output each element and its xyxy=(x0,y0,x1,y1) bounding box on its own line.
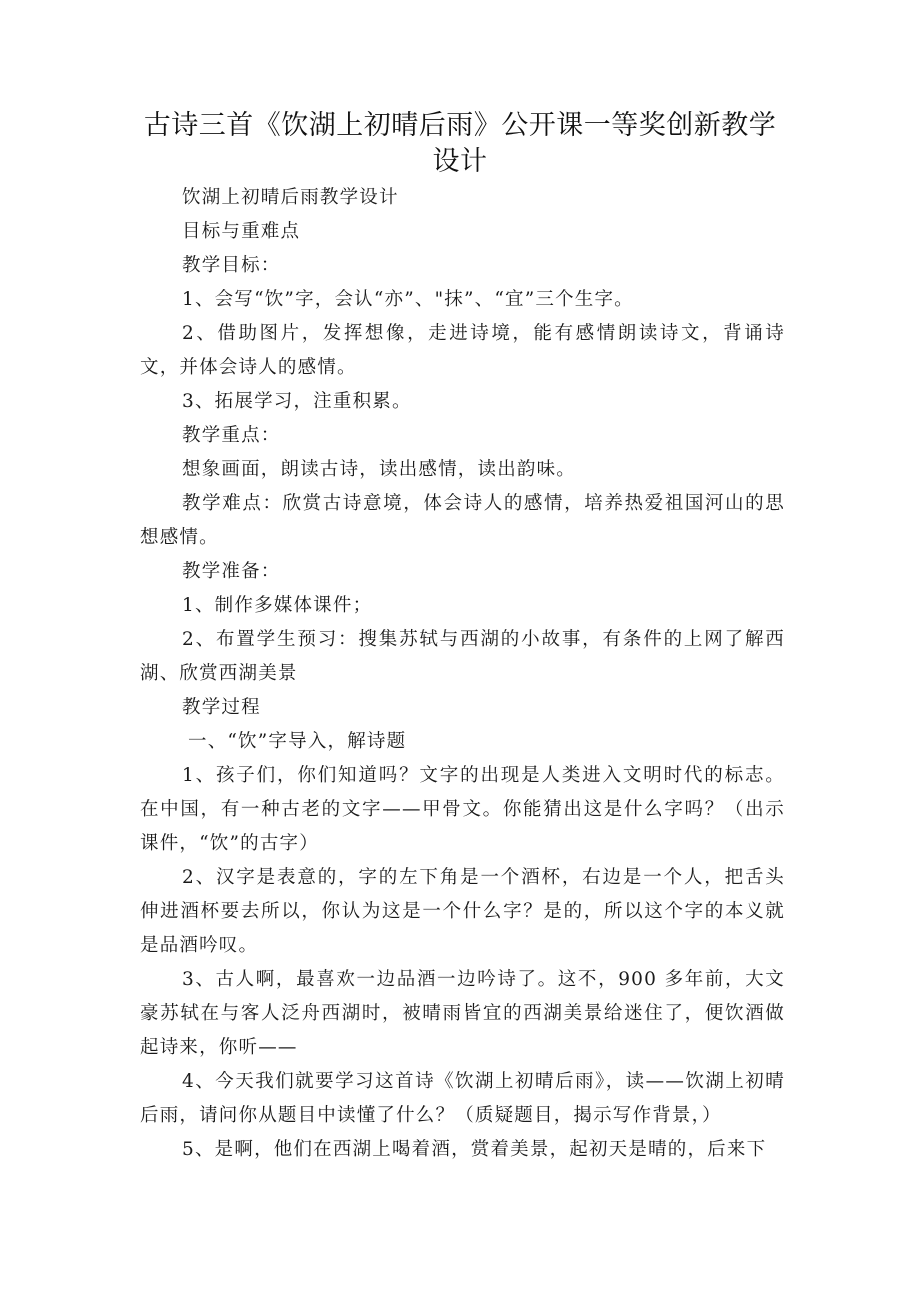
paragraph-process-heading: 教学过程 xyxy=(182,697,261,718)
paragraph-section-1-heading: 一、“饮”字导入，解诗题 xyxy=(188,731,407,752)
paragraph-preparation-1: 1、制作多媒体课件； xyxy=(182,595,373,616)
paragraph-goal-1: 1、会写“饮”字，会认“亦”、"抹”、“宜”三个生字。 xyxy=(182,289,634,310)
paragraph-goal-3: 3、拓展学习，注重积累。 xyxy=(182,391,412,412)
paragraph-key-points-heading: 教学重点： xyxy=(182,425,281,446)
paragraph-step-4: 4、今天我们就要学习这首诗《饮湖上初晴后雨》，读——饮湖上初晴后雨，请问你从题目中读懂了什么？（质疑题目，揭示写作背景，） xyxy=(140,1071,785,1126)
paragraph-goals-heading: 目标与重难点 xyxy=(182,221,301,242)
paragraph-difficulties: 教学难点：欣赏古诗意境，体会诗人的感情，培养热爱祖国河山的思想感情。 xyxy=(140,493,785,548)
paragraph-preparation-2: 2、布置学生预习：搜集苏轼与西湖的小故事，有条件的上网了解西湖、欣赏西湖美景 xyxy=(140,629,785,684)
paragraph-key-points: 想象画面，朗读古诗，读出感情，读出韵味。 xyxy=(182,459,577,480)
paragraph-teaching-goals: 教学目标： xyxy=(182,255,281,276)
document-title: 古诗三首《饮湖上初晴后雨》公开课一等奖创新教学设计 xyxy=(143,110,777,177)
paragraph-step-2: 2、汉字是表意的，字的左下角是一个酒杯，右边是一个人，把舌头伸进酒杯要去所以，你认为这是一个什么字？是的，所以这个字的本义就是品酒吟叹。 xyxy=(140,867,785,956)
paragraph-lesson-heading: 饮湖上初晴后雨教学设计 xyxy=(182,187,399,208)
paragraph-step-3: 3、古人啊，最喜欢一边品酒一边吟诗了。这不，900 多年前，大文豪苏轼在与客人泛舟西湖时，被晴雨皆宜的西湖美景给迷住了，便饮酒做起诗来，你听—— xyxy=(140,969,785,1058)
paragraph-preparation-heading: 教学准备： xyxy=(182,561,281,582)
paragraph-step-5: 5、是啊，他们在西湖上喝着酒，赏着美景，起初天是晴的，后来下 xyxy=(182,1139,767,1160)
paragraph-step-1: 1、孩子们，你们知道吗？文字的出现是人类进入文明时代的标志。在中国，有一种古老的文字——甲骨文。你能猜出这是什么字吗？（出示课件，“饮”的古字） xyxy=(140,765,785,854)
document-body xyxy=(140,181,785,1167)
paragraph-goal-2: 2、借助图片，发挥想像，走进诗境，能有感情朗读诗文，背诵诗文，并体会诗人的感情。 xyxy=(140,323,785,378)
